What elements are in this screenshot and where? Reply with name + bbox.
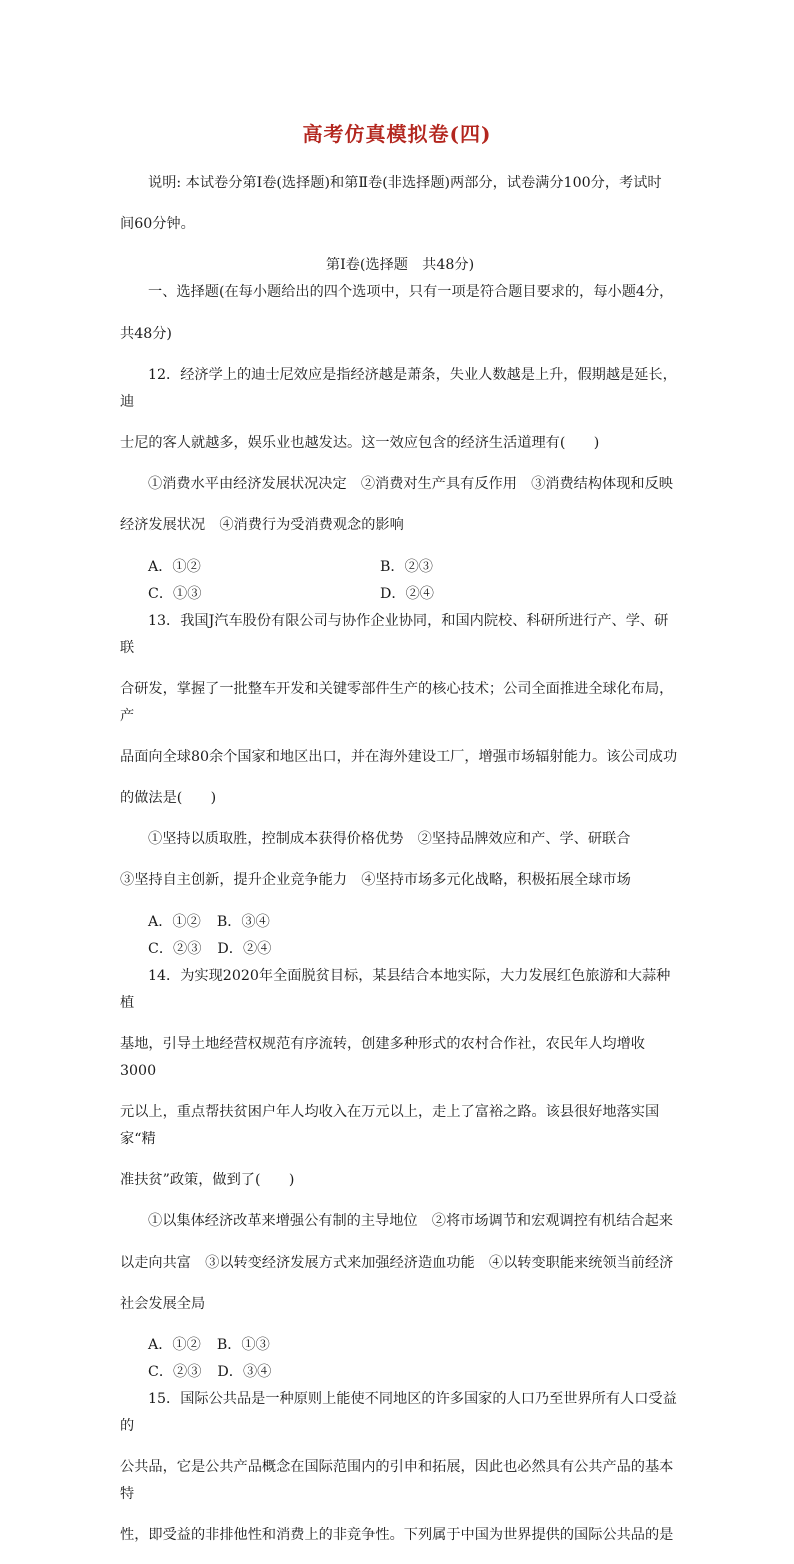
q14-option-a: A．①② <box>148 1336 201 1353</box>
q14-stem-2: 基地，引导土地经营权规范有序流转，创建多种形式的农村合作社，农民年人均增收3000 <box>120 1035 645 1079</box>
q14-options-row-1 <box>120 1332 680 1359</box>
q13-items-2: ③坚持自主创新，提升企业竞争能力 ④坚持市场多元化战略，积极拓展全球市场 <box>120 872 631 889</box>
page-title: 高考仿真模拟卷(四) <box>302 122 492 146</box>
q13-options-row-1 <box>120 909 680 936</box>
intro-line-2: 间60分钟。 <box>120 216 195 233</box>
q14-items-2: 以走向共富 ③以转变经济发展方式来加强经济造血功能 ④以转变职能来统领当前经济 <box>120 1254 674 1271</box>
q12-option-b: B．②③ <box>380 558 433 575</box>
q12-option-c: C．①③ <box>148 585 202 602</box>
q14-items-3: 社会发展全局 <box>120 1295 206 1312</box>
instructions-line-2: 共48分) <box>120 325 172 342</box>
q14-options-row-2 <box>120 1359 680 1386</box>
q12-items-1: ①消费水平由经济发展状况决定 ②消费对生产具有反作用 ③消费结构体现和反映 <box>148 476 673 493</box>
q13-stem-4: 的做法是( ) <box>120 790 217 807</box>
q13-items-1: ①坚持以质取胜，控制成本获得价格优势 ②坚持品牌效应和产、学、研联合 <box>148 831 631 848</box>
q12-stem-1: 12．经济学上的迪士尼效应是指经济越是萧条，失业人数越是上升，假期越是延长，迪 <box>120 366 677 410</box>
exam-body <box>120 170 680 1564</box>
q14-option-c: C．②③ <box>148 1363 202 1380</box>
q13-options-row-2 <box>120 936 680 963</box>
q13-stem-2: 合研发，掌握了一批整车开发和关键零部件生产的核心技术；公司全面推进全球化布局，产 <box>120 680 674 724</box>
q14-option-b: B．①③ <box>216 1336 270 1353</box>
q12-option-a: A．①② <box>148 558 201 575</box>
q12-stem-2: 士尼的客人就越多，娱乐业也越发达。这一效应包含的经济生活道理有( ) <box>120 434 600 451</box>
q14-stem-4: 准扶贫”政策，做到了( ) <box>120 1172 295 1189</box>
q13-stem-3: 品面向全球80余个国家和地区出口，并在海外建设工厂，增强市场辐射能力。该公司成功 <box>120 748 678 765</box>
question-13 <box>120 608 680 963</box>
q13-option-d: D．②④ <box>217 940 272 957</box>
q15-stem-3: 性，即受益的非排他性和消费上的非竞争性。下列属于中国为世界提供的国际公共品的是 <box>120 1527 674 1544</box>
q12-options-row-1 <box>120 554 680 581</box>
q15-stem-2: 公共品，它是公共产品概念在国际范围内的引申和拓展，因此也必然具有公共产品的基本特 <box>120 1459 674 1503</box>
question-15 <box>120 1386 680 1549</box>
q14-stem-1: 14．为实现2020年全面脱贫目标，某县结合本地实际，大力发展红色旅游和大蒜种植 <box>120 967 671 1011</box>
q13-stem-1: 13．我国J汽车股份有限公司与协作企业协同，和国内院校、科研所进行产、学、研联 <box>120 612 669 656</box>
question-14 <box>120 963 680 1386</box>
q15-stem-1: 15．国际公共品是一种原则上能使不同地区的许多国家的人口乃至世界所有人口受益的 <box>120 1390 677 1434</box>
q14-items-1: ①以集体经济改革来增强公有制的主导地位 ②将市场调节和宏观调控有机结合起来 <box>148 1213 673 1230</box>
section-heading: 第Ⅰ卷(选择题 共48分) <box>325 257 475 274</box>
q13-option-a: A．①② <box>148 913 201 930</box>
instructions-line-1: 一、选择题(在每小题给出的四个选项中，只有一项是符合题目要求的，每小题4分， <box>148 284 674 301</box>
q12-option-d: D．②④ <box>380 585 434 602</box>
question-12 <box>120 362 680 608</box>
q12-options-row-2 <box>120 581 680 608</box>
q13-option-b: B．③④ <box>216 913 270 930</box>
q14-stem-3: 元以上，重点帮扶贫困户年人均收入在万元以上，走上了富裕之路。该县很好地落实国家“精 <box>120 1104 660 1147</box>
q12-items-2: 经济发展状况 ④消费行为受消费观念的影响 <box>120 517 404 534</box>
intro-line-1: 说明: 本试卷分第Ⅰ卷(选择题)和第Ⅱ卷(非选择题)两部分，试卷满分100分，考试时 <box>148 175 662 191</box>
q13-option-c: C．②③ <box>148 940 202 957</box>
q14-option-d: D．③④ <box>217 1363 272 1380</box>
